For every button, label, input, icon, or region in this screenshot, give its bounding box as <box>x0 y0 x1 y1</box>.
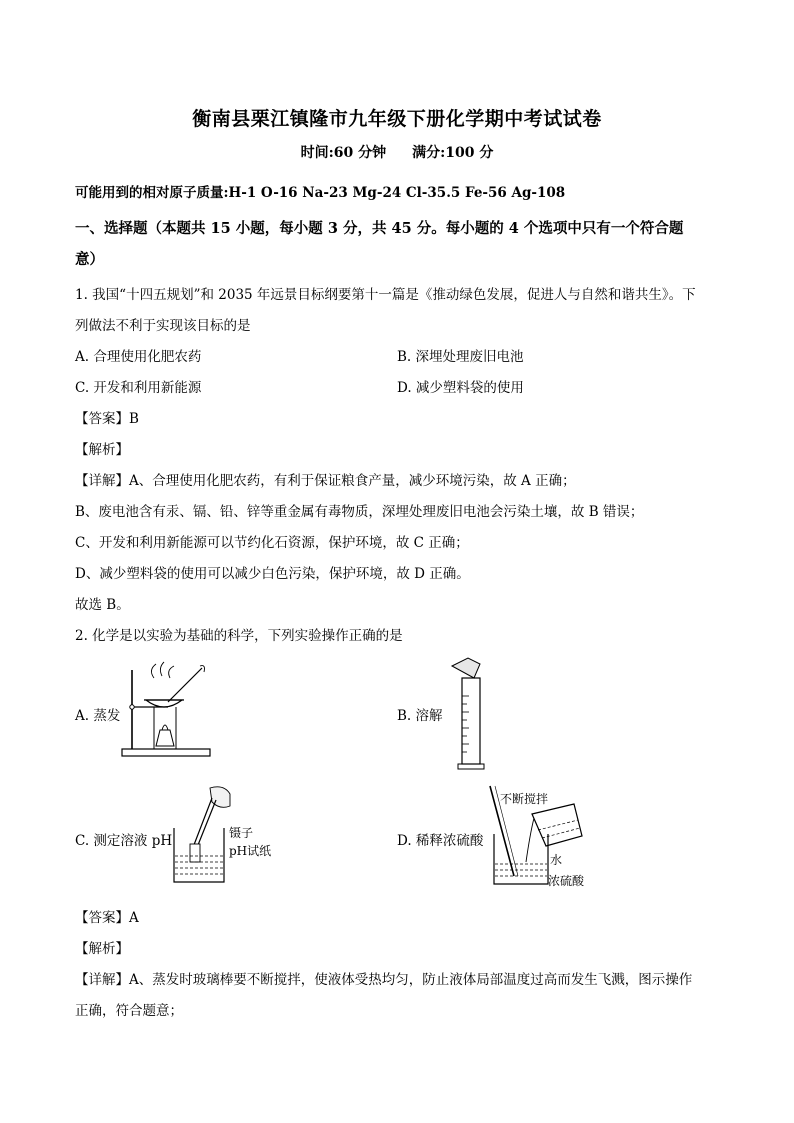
q2-analysis-label: 【解析】 <box>75 941 129 957</box>
exam-score: 满分:100 分 <box>412 145 494 161</box>
q1-option-c: C. 开发和利用新能源 <box>75 380 202 396</box>
q2-detail: 【详解】A、蒸发时玻璃棒要不断搅拌，使液体受热均匀，防止液体局部温度过高而发生飞溅，图示操作 <box>75 972 693 988</box>
q1-answer: 【答案】B <box>75 411 139 427</box>
q1-detail-d: D、减少塑料袋的使用可以减少白色污染，保护环境，故 D 正确。 <box>75 566 470 582</box>
atomic-masses: 可能用到的相对原子质量:H-1 O-16 Na-23 Mg-24 Cl-35.5 Fe-56 Ag-108 <box>75 185 566 201</box>
exam-info <box>0 142 794 162</box>
label-ph-paper: pH试纸 <box>229 844 272 858</box>
label-acid: 浓硫酸 <box>548 874 585 888</box>
q1-option-a: A. 合理使用化肥农药 <box>75 349 202 365</box>
q1-option-b: B. 深埋处理废旧电池 <box>397 349 524 365</box>
section1-heading: 一、选择题（本题共 15 小题，每小题 3 分，共 45 分。每小题的 4 个选项中只有一个符合题 <box>75 220 684 237</box>
q2-option-a: A. 蒸发 <box>75 708 121 724</box>
q1-option-d: D. 减少塑料袋的使用 <box>397 380 524 396</box>
ph-test-figure <box>170 784 232 886</box>
q1-conclusion: 故选 B。 <box>75 597 130 613</box>
q1-stem: 1. 我国“十四五规划”和 2035 年远景目标纲要第十一篇是《推动绿色发展，促进人与自然和谐共生》。下 <box>75 287 696 303</box>
label-tweezers: 镊子 <box>229 826 254 840</box>
label-water: 水 <box>550 853 563 867</box>
q1-stem-cont: 列做法不利于实现该目标的是 <box>75 318 251 334</box>
exam-title: 衡南县栗江镇隆市九年级下册化学期中考试试卷 <box>192 108 602 130</box>
q1-detail-a: 【详解】A、合理使用化肥农药，有利于保证粮食产量，减少环境污染，故 A 正确； <box>75 473 576 489</box>
q2-option-b: B. 溶解 <box>397 708 443 724</box>
q2-option-c: C. 测定溶液 pH <box>75 833 173 849</box>
q1-detail-c: C、开发和利用新能源可以节约化石资源，保护环境，故 C 正确； <box>75 535 469 551</box>
q2-option-d: D. 稀释浓硫酸 <box>397 833 484 849</box>
q2-stem: 2. 化学是以实验为基础的科学，下列实验操作正确的是 <box>75 628 403 644</box>
q2-answer: 【答案】A <box>75 910 139 926</box>
label-stir: 不断搅拌 <box>500 792 549 806</box>
section1-heading-cont: 意） <box>75 251 104 268</box>
exam-time: 时间:60 分钟 <box>300 145 387 161</box>
q2-detail-cont: 正确，符合题意； <box>75 1003 183 1019</box>
dissolving-cylinder-figure <box>446 656 496 771</box>
q1-analysis-label: 【解析】 <box>75 442 129 458</box>
q1-detail-b: B、废电池含有汞、镉、铅、锌等重金属有毒物质，深埋处理废旧电池会污染土壤，故 B 错误； <box>75 504 644 520</box>
evaporation-apparatus-figure <box>118 660 214 760</box>
